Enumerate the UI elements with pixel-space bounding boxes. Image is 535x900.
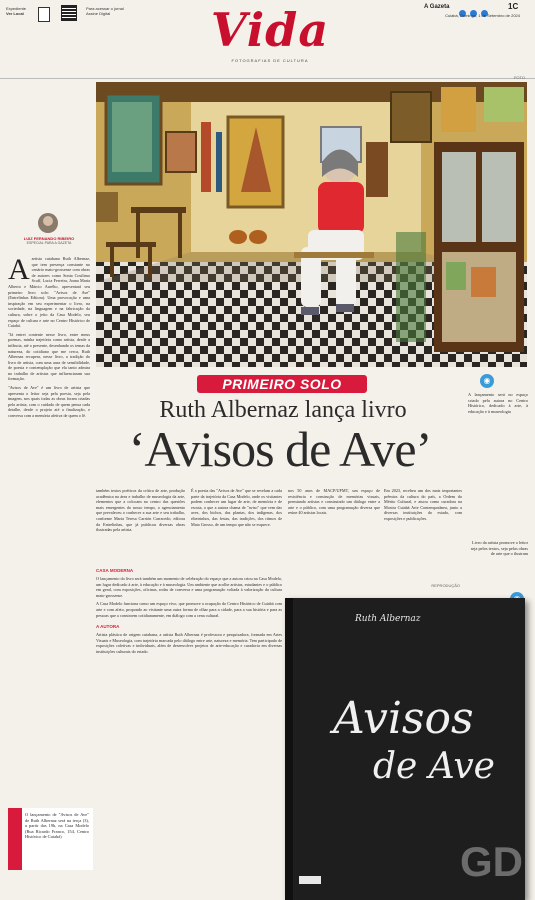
phone-icon	[38, 7, 50, 22]
book-title-line-2: de Ave	[373, 746, 495, 787]
author-avatar	[38, 213, 58, 233]
casa-paragraph-2: A Casa Modelo funciona como um espaço vivo, que promove a ocupação do Centro Histórico de Cuiabá com arte e com afeto, propondo ao visitante uma outra forma de olhar para a cidade, para a sua história e para as pessoas que a constroem cotidianamente, em diálogo com a cena cultural.	[96, 601, 282, 618]
body-column-4	[384, 488, 462, 522]
event-info-marker	[8, 808, 22, 870]
gallery-photo-illustration	[96, 82, 527, 367]
headline-line-1: Ruth Albernaz lança livro	[159, 397, 407, 423]
quote-paragraph: "Já entrei contente nesse livro, entre meus poemas, minha trajetória como artista, desde a infância, até o presente, desenhando os temas da natureza, do cotidiano que me cerca, Ruth Albernaz recupera, nesse livro, a tradição do livro de artista, com uma aura de sensibilidade, de poesia e contemplação que ela tanto admira no trabalho de artistas que influenciaram sua formação.	[8, 331, 90, 382]
section-logo	[195, 2, 345, 63]
photo-caption: A lançamento será no espaço criado pela autora no Centro Histórico, dedicado à arte, à educação e à museologia	[468, 392, 528, 414]
body-column-3	[288, 488, 380, 516]
left-paragraph-3: "Avisos de Ave" é um livro de artista que apresenta o leitor seja pela poesia, seja pela imagem, nos quais todas as obras foram criadas pela artista, com o cuidado de quem pensa cada detalhe, desde o projeto até a finalização, e conversa com a memória afetiva de quem o lê.	[8, 385, 90, 419]
photo-credit: FOTO	[513, 75, 525, 80]
body-col4-paragraph-1: Em 2023, recebeu um dos mais importantes prêmios da cultura do país, a Ordem do Mérito Cultural, e atuou como curadora na Mostra Cuiabá Arte Contemporânea, junto a diversas instituições do estado, com exposições e publicações.	[384, 488, 462, 521]
camera-icon: ◉	[480, 374, 494, 388]
section-casa-moderna: CASA MODERNA	[96, 568, 134, 573]
section-banner: PRIMEIRO SOLO	[197, 375, 367, 393]
header-divider	[0, 78, 535, 79]
left-column-text	[8, 253, 90, 419]
body-col2-paragraph-1: É a poesia das "Avisos de Ave" que se revelam a cada parte da trajetória da Casa Modelo, onde os visitantes podem conhecer um lugar de arte, de memória e de escuta, o que a autora chama de "aviso" que vem das aves, dos bichos, das plantas, dos indígenas, dos ribeirinhos, das festas, das tradições, dos ritmos de Mato Grosso, de um tempo que não se esquece.	[191, 488, 282, 527]
drop-cap: A	[8, 253, 30, 286]
digital-note: Para acessar o jornal Assine Digital	[86, 6, 124, 16]
main-photo	[96, 75, 527, 367]
body-column-2	[191, 488, 282, 527]
lower-article	[96, 568, 282, 655]
section-a-autora: A AUTORA	[96, 624, 120, 630]
expediente-note: Expediente Ver Local	[6, 6, 27, 16]
book-title-line-1: Avisos	[333, 693, 474, 744]
section-subtitle: FOTOGRAFIAS DE CULTURA	[231, 58, 309, 63]
section-title: Vida	[210, 3, 330, 57]
newspaper-name: A Gazeta	[424, 4, 450, 10]
author-role: ESPECIAL PARA A GAZETA	[26, 241, 72, 245]
watermark-logo: GD	[460, 838, 523, 885]
date-line: Cuiabá, Domingo, 1 de Setembro de 2024	[445, 13, 520, 18]
body-col1-paragraph-1: também textos poéticos da crítica de arte, produção acadêmica na área e trabalho de museologia da arte, elementos que a colocam no centro das questões mais emergentes do nosso tempo, o agenciamento que prevaleceu o conhecer a sua arte e seu trabalho, conforme Maria Teresa Carrión Carracedo, editora da Entrelinhas, que já publicou diversas obras ilustradas pela artista.	[96, 488, 185, 533]
book-credit: REPRODUÇÃO	[431, 583, 460, 588]
body-col3-paragraph-1: nos 50 anos de MACP/UFMT, um espaço de resistência e construção de memórias visuais, premiando artistas e construindo um diálogo entre a arte e o público, com uma programação diversa que reúne 40 artistas locais.	[288, 488, 380, 516]
headline-line-2: ‘Avisos de Ave’	[128, 421, 432, 477]
masthead	[0, 0, 535, 80]
author-name: LUIZ FERNANDO RIBEIRO	[23, 236, 75, 241]
page-number: 1C	[508, 2, 519, 11]
book-caption: Livro da artista promove o leitor seja pelos textos, seja pelas obras de arte que o ilustram	[470, 540, 528, 557]
casa-paragraph-1: O lançamento do livro será também um momento de celebração do espaço que a autora criou na Casa Modelo, um lugar dedicado à arte, à educação e à museologia. Um ambiente que acolhe artistas, estudantes e o público em geral, com exposições, oficinas, rodas de conversa e uma programação voltada à valorização da cultura mato-grossense.	[96, 576, 282, 598]
autora-paragraph: Artista plástica de origem cuiabana, a artista Ruth Albernaz é professora e pesquisadora, formada em Artes Visuais e Museologia, com trajetória marcada pelo diálogo entre arte, natureza e memória. Tem participado de exposições coletivas e individuais, além de desenvolver projetos de arte-educação e curadoria em diversas instituições culturais do estado.	[96, 632, 282, 654]
social-icons	[459, 4, 489, 11]
book-signature: Ruth Albernaz	[355, 614, 421, 624]
lead-paragraph: artista cuiabana Ruth Albernaz, que tem presença constante no cenário mato-grossense com obras de autores como Sonia Cosilimo Scaff, Lucia Ferreira, Joana Maria Alberto e Márcio Aurélio, apresentará seu primeiro livro solo: "Avisos de Ave" (Entrelinhas Editora). Uma provocação e uma inspiração em seu experimentar o livro, na sociedade, na linguagem e na fabricação da cultura, sobre o jeito da Casa Modelo, seu espaço de cultura e arte no Centro Histórico de Cuiabá.	[8, 256, 90, 329]
event-info-text: O lançamento de "Avisos de Ave" de Ruth Albernaz será na terça (3), a partir das 19h, na Casa Modelo (Rua Ricardo Franco, 154, Centro Histórico de Cuiabá)	[25, 812, 89, 840]
event-info-box	[8, 808, 93, 870]
body-column-1	[96, 488, 185, 533]
book-spine	[285, 598, 293, 900]
publisher-logo	[299, 876, 321, 884]
qr-code-icon	[62, 6, 76, 20]
